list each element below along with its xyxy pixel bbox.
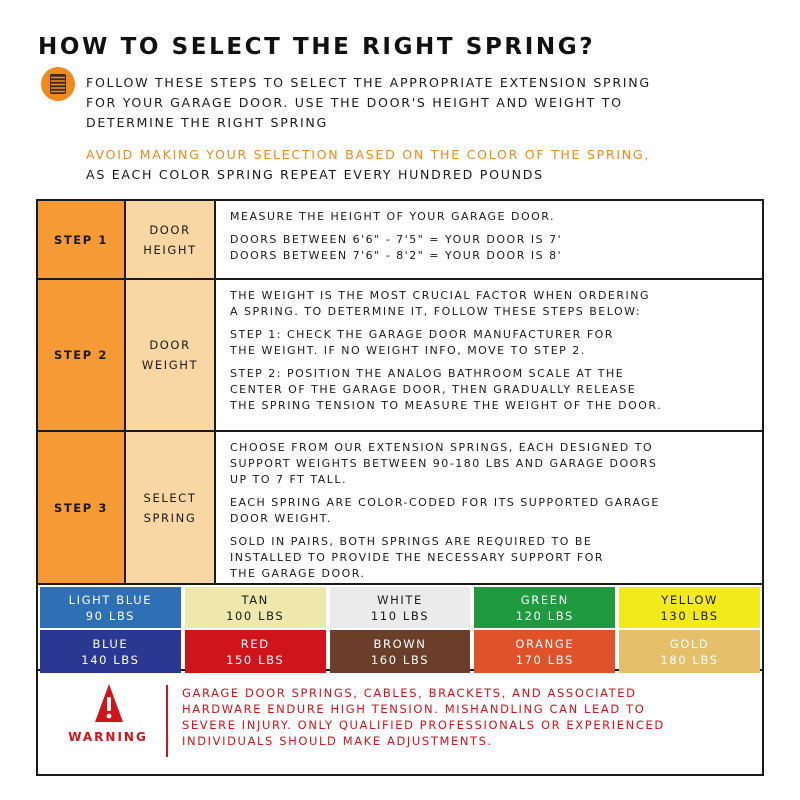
- warning-box: [36, 671, 764, 776]
- step-row: [38, 201, 762, 280]
- spring-name: GREEN: [520, 592, 569, 607]
- spring-weight: 150 LBS: [226, 652, 285, 667]
- spring-weight: 140 LBS: [81, 652, 140, 667]
- spring-swatch: [474, 587, 615, 628]
- step-line: STEP 2: POSITION THE ANALOG BATHROOM SCALE AT THE: [230, 367, 625, 380]
- warning-line: SEVERE INJURY. ONLY QUALIFIED PROFESSIONALS OR EXPERIENCED: [182, 718, 665, 732]
- step-label: [126, 432, 216, 583]
- spring-name: ORANGE: [515, 636, 575, 651]
- step-paragraph: [230, 495, 752, 527]
- spring-weight: 90 LBS: [85, 608, 136, 623]
- step-line: UP TO 7 FT TALL.: [230, 473, 348, 486]
- step-line: CHOOSE FROM OUR EXTENSION SPRINGS, EACH DESIGNED TO: [230, 441, 654, 454]
- spring-name: LIGHT BLUE: [68, 592, 153, 607]
- warning-line: HARDWARE ENDURE HIGH TENSION. MISHANDLING CAN LEAD TO: [182, 702, 646, 716]
- step-paragraph: [230, 209, 752, 225]
- step-paragraph: [230, 288, 752, 320]
- spring-name: TAN: [241, 592, 269, 607]
- step-label-line: HEIGHT: [143, 242, 197, 257]
- step-description: [216, 280, 762, 430]
- spring-swatch: [40, 587, 181, 628]
- spring-name: BLUE: [92, 636, 129, 651]
- step-line: DOOR WEIGHT.: [230, 512, 332, 525]
- spring-swatch: [619, 587, 760, 628]
- spring-name: BROWN: [373, 636, 427, 651]
- color-notice-highlight: AVOID MAKING YOUR SELECTION BASED ON THE COLOR OF THE SPRING,: [86, 147, 651, 162]
- spring-weight: 170 LBS: [515, 652, 574, 667]
- color-notice-rest: AS EACH COLOR SPRING REPEAT EVERY HUNDRED POUNDS: [86, 167, 544, 182]
- spring-weight: 110 LBS: [370, 608, 430, 623]
- step-line: MEASURE THE HEIGHT OF YOUR GARAGE DOOR.: [230, 210, 556, 223]
- step-line: EACH SPRING ARE COLOR-CODED FOR ITS SUPPORTED GARAGE: [230, 496, 660, 509]
- spring-coil-icon: [41, 67, 75, 101]
- spring-weight: 160 LBS: [370, 652, 430, 667]
- intro-line: DETERMINE THE RIGHT SPRING: [86, 115, 328, 130]
- spring-name: WHITE: [377, 592, 423, 607]
- step-label-line: DOOR: [149, 222, 191, 237]
- intro-text: [86, 73, 766, 133]
- step-line: INSTALLED TO PROVIDE THE NECESSARY SUPPORT FOR: [230, 551, 605, 564]
- step-line: DOORS BETWEEN 6'6" - 7'5" = YOUR DOOR IS 7': [230, 233, 563, 246]
- spring-swatch: [330, 587, 471, 628]
- step-number: STEP 3: [38, 432, 126, 583]
- spring-weight: 100 LBS: [226, 608, 285, 623]
- step-paragraph: [230, 534, 752, 582]
- step-line: THE SPRING TENSION TO MEASURE THE WEIGHT OF THE DOOR.: [230, 399, 663, 412]
- color-notice: [86, 145, 776, 185]
- spring-swatch: [185, 630, 326, 673]
- spring-swatch: [619, 630, 760, 673]
- step-paragraph: [230, 327, 752, 359]
- spring-swatch: [474, 630, 615, 673]
- warning-line: INDIVIDUALS SHOULD MAKE ADJUSTMENTS.: [182, 734, 493, 748]
- step-label: [126, 280, 216, 430]
- step-paragraph: [230, 232, 752, 264]
- step-description: [216, 432, 762, 583]
- warning-line: GARAGE DOOR SPRINGS, CABLES, BRACKETS, AND ASSOCIATED: [182, 686, 637, 700]
- step-number: STEP 2: [38, 280, 126, 430]
- spring-swatch: [185, 587, 326, 628]
- step-paragraph: [230, 440, 752, 488]
- step-description: [216, 201, 762, 278]
- step-label-line: SPRING: [143, 510, 197, 525]
- step-line: THE GARAGE DOOR.: [230, 567, 366, 580]
- step-label-line: SELECT: [143, 490, 197, 505]
- spring-name: GOLD: [669, 636, 710, 651]
- step-line: A SPRING. TO DETERMINE IT, FOLLOW THESE STEPS BELOW:: [230, 305, 642, 318]
- step-paragraph: [230, 366, 752, 414]
- page-title: HOW TO SELECT THE RIGHT SPRING?: [38, 34, 596, 60]
- warning-divider: [166, 685, 168, 757]
- spring-weight: 130 LBS: [660, 608, 719, 623]
- spring-name: YELLOW: [661, 592, 718, 607]
- step-row: [38, 280, 762, 432]
- intro-line: FOLLOW THESE STEPS TO SELECT THE APPROPRIATE EXTENSION SPRING: [86, 75, 651, 90]
- spring-swatch: [330, 630, 471, 673]
- spring-weight: 120 LBS: [515, 608, 574, 623]
- step-label-line: WEIGHT: [141, 358, 199, 372]
- warning-triangle-icon: [94, 683, 124, 723]
- step-line: THE WEIGHT. IF NO WEIGHT INFO, MOVE TO STEP 2.: [230, 344, 586, 357]
- warning-text: [182, 685, 758, 749]
- step-line: DOORS BETWEEN 7'6" - 8'2" = YOUR DOOR IS 8': [230, 249, 563, 262]
- step-line: STEP 1: CHECK THE GARAGE DOOR MANUFACTURER FOR: [230, 328, 614, 341]
- spring-weight: 180 LBS: [660, 652, 719, 667]
- spring-color-chart: [36, 585, 764, 671]
- step-line: SUPPORT WEIGHTS BETWEEN 90-180 LBS AND GARAGE DOORS: [230, 457, 658, 470]
- step-label: [126, 201, 216, 278]
- intro-line: FOR YOUR GARAGE DOOR. USE THE DOOR'S HEIGHT AND WEIGHT TO: [86, 95, 623, 110]
- step-label-line: DOOR: [149, 338, 191, 352]
- warning-label: WARNING: [68, 730, 148, 744]
- step-row: [38, 432, 762, 585]
- step-line: SOLD IN PAIRS, BOTH SPRINGS ARE REQUIRED TO BE: [230, 535, 593, 548]
- step-line: THE WEIGHT IS THE MOST CRUCIAL FACTOR WHEN ORDERING: [230, 289, 651, 302]
- step-number: STEP 1: [38, 201, 126, 278]
- steps-table: [36, 199, 764, 585]
- spring-name: RED: [240, 636, 270, 651]
- spring-swatch: [40, 630, 181, 673]
- step-line: CENTER OF THE GARAGE DOOR, THEN GRADUALLY RELEASE: [230, 383, 637, 396]
